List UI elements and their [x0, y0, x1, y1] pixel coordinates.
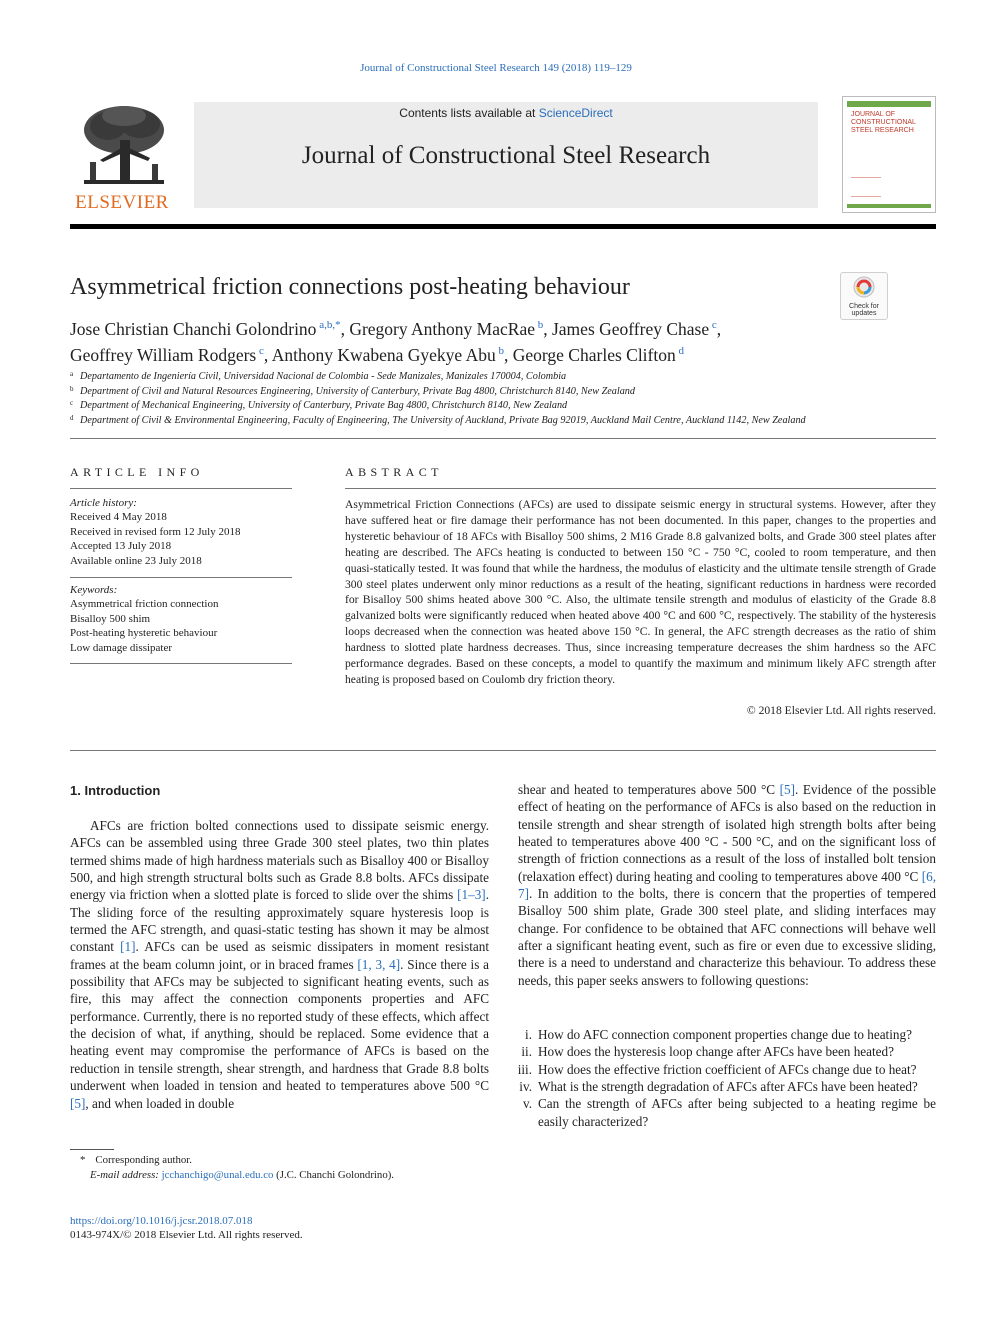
author-list — [70, 314, 830, 366]
affiliation-text: Department of Civil and Natural Resources Engineering, University of Canterbury, Private Bag 4800, Christchurch 8140, New Zealand — [80, 385, 635, 397]
author-affiliation-mark[interactable] — [496, 345, 504, 357]
question-number: iii. — [517, 1061, 532, 1077]
corresponding-text: Corresponding author. — [95, 1154, 192, 1166]
research-question — [518, 1095, 936, 1130]
issn-copyright: 0143-974X/© 2018 Elsevier Ltd. All rights reserved. — [70, 1229, 303, 1241]
author-entry — [349, 319, 552, 339]
history-item: Received in revised form 12 July 2018 — [70, 525, 241, 538]
question-number: v. — [522, 1096, 532, 1112]
citation-reference[interactable]: [5] — [779, 782, 795, 797]
affiliation-mark: d — [70, 413, 74, 422]
research-question — [518, 1078, 936, 1095]
body-text: . The sliding force of the resulting approximately square hysteresis loop is termed the AFC strength, and quasi-static testing has shown it may be almost constant — [70, 887, 489, 955]
history-item: Received 4 May 2018 — [70, 511, 167, 524]
history-label: Article history: — [70, 497, 137, 509]
body-text: , and when loaded in double — [85, 1095, 235, 1111]
keywords-block — [70, 583, 292, 655]
question-text: Can the strength of AFCs after being subjected to a heating regime be easily characterized? — [538, 1096, 936, 1129]
abstract-heading: ABSTRACT — [345, 465, 443, 479]
author-affiliation-mark[interactable] — [256, 345, 264, 357]
citation-reference[interactable]: [1–3] — [457, 887, 486, 903]
affiliation-list — [70, 370, 936, 428]
affiliation-text: Department of Mechanical Engineering, University of Canterbury, Private Bag 4800, Christchurch 8140, New Zealand — [80, 400, 568, 412]
body-text: . In addition to the bolts, there is concern that the properties of tempered Bisalloy 500 shim plate, Grade 300 steel plate, and sliding interfaces may change. For confidence to be obtained that AFC connections will behave well after a significant heating event, such as fire or even due to excessive sliding, there is a need to understand and characterize this behaviour. To address these needs, this paper seeks answers to following questions: — [518, 886, 936, 988]
author-name[interactable]: Gregory Anthony MacRae — [349, 318, 535, 339]
question-text: What is the strength degradation of AFCs after AFCs have been heated? — [538, 1079, 918, 1095]
affiliation-mark: b — [70, 384, 74, 393]
sciencedirect-link[interactable]: ScienceDirect — [538, 106, 613, 120]
question-text: How does the hysteresis loop change after AFCs have been heated? — [538, 1044, 894, 1060]
author-affiliation-mark[interactable] — [535, 319, 543, 331]
divider-affiliations — [70, 438, 936, 439]
contents-prefix: Contents lists available at — [399, 106, 539, 120]
affiliation-letters[interactable]: d — [678, 344, 684, 357]
footnote — [70, 1153, 490, 1183]
affiliation-letters[interactable]: b — [498, 344, 504, 357]
author-name[interactable]: Anthony Kwabena Gyekye Abu — [271, 344, 496, 365]
keyword-item[interactable]: Bisalloy 500 shim — [70, 612, 151, 625]
research-questions — [518, 1026, 936, 1130]
header-divider — [70, 224, 936, 229]
history-item: Available online 23 July 2018 — [70, 554, 202, 567]
divider-keywords — [70, 577, 292, 578]
body-text: . Evidence of the possible effect of heating on the performance of AFCs is also based on the reduction in tensile strength and shear strength of isolated high strength bolts after being heated to temperatures above 400 °C - 500 °C, and on the significant loss of strength of friction connections as a result of the loss of installed bolt tension (relaxation effect) during heating and cooling to temperatures above 400 °C — [518, 782, 936, 884]
author-name[interactable]: James Geoffrey Chase — [551, 318, 710, 339]
author-affiliation-mark[interactable] — [709, 319, 717, 331]
history-item: Accepted 13 July 2018 — [70, 540, 172, 553]
masthead-banner — [194, 102, 818, 208]
affiliation-text: Department of Civil & Environmental Engineering, Faculty of Engineering, The University of Auckland, Private Bag 92019, Auckland Mail Centre, Auckland 1142, New Zealand — [80, 414, 806, 426]
intro-left-column — [70, 817, 489, 1112]
affiliation-item — [70, 414, 936, 429]
contents-availability — [194, 106, 818, 120]
research-question — [518, 1026, 936, 1043]
citation-reference[interactable]: [1, 3, 4] — [357, 956, 401, 972]
section-heading-introduction: 1. Introduction — [70, 783, 161, 798]
author-entry — [70, 345, 272, 365]
affiliation-mark: c — [70, 399, 74, 408]
question-text: How does the effective friction coefficient of AFCs change due to heat? — [538, 1061, 917, 1077]
affiliation-item — [70, 370, 936, 385]
email-label: E-mail address: — [90, 1169, 159, 1181]
research-question — [518, 1061, 936, 1078]
research-question — [518, 1043, 936, 1060]
body-text: AFCs are friction bolted connections used to dissipate seismic energy. AFCs can be assembled using three Grade 300 steel plates, two thin plates termed shims made of high hardness materials such as Bisalloy 400 or Bisalloy 500, and high strength structural bolts such as Grade 8.8 bolts. AFCs dissipate energy via friction when a slotted plate is forced to slide over the shims — [70, 818, 489, 903]
keyword-item[interactable]: Post-heating hysteretic behaviour — [70, 627, 218, 640]
cover-journal-name: JOURNAL OF CONSTRUCTIONAL STEEL RESEARCH — [851, 111, 916, 134]
author-affiliation-mark[interactable] — [316, 319, 340, 331]
author-separator: , — [340, 318, 350, 339]
keywords-label: Keywords: — [70, 584, 118, 596]
crossmark-button[interactable] — [840, 272, 888, 320]
author-affiliation-mark[interactable] — [676, 345, 684, 357]
journal-citation[interactable]: Journal of Constructional Steel Research 149 (2018) 119–129 — [360, 62, 632, 74]
keyword-item[interactable]: Asymmetrical friction connection — [70, 598, 219, 611]
author-entry — [552, 319, 721, 339]
affiliation-letters[interactable]: c — [711, 319, 717, 331]
body-text: . AFCs can be used as seismic dissipaters in moment resistant frames at the beam column joint, or in braced frames — [70, 939, 489, 972]
divider-abstract — [345, 488, 936, 489]
author-name[interactable]: George Charles Clifton — [512, 344, 676, 365]
email-owner: (J.C. Chanchi Golondrino). — [276, 1169, 395, 1181]
crossmark-label: Check for updates — [849, 303, 879, 317]
keyword-item[interactable]: Low damage dissipater — [70, 641, 173, 654]
footnote-divider — [70, 1149, 114, 1150]
abstract-copyright: © 2018 Elsevier Ltd. All rights reserved. — [746, 704, 936, 717]
author-entry — [513, 345, 684, 365]
citation-reference[interactable]: [1] — [120, 939, 136, 955]
corresponding-mark[interactable]: * — [335, 319, 341, 331]
email-note — [70, 1168, 490, 1183]
question-text: How do AFC connection component properties change due to heating? — [538, 1027, 912, 1042]
corresponding-author-note — [70, 1153, 490, 1168]
question-number: iv. — [519, 1079, 532, 1095]
journal-cover-thumbnail[interactable] — [842, 96, 936, 213]
body-text: . Since there is a possibility that AFCs may be subjected to significant heating events, such as fire, this may affect the connection components properties and AFC performance. Currently, there is no reported study of these effects, which affect the decision of what, if anything, should be replaced. Some evidence that a heating event may compromise the performance of AFCs is based on the reduction in tensile strength, shear strength, and hardness that Grade 8.8 bolts underwent when loaded in tension and heated to temperatures above 500 °C — [70, 956, 489, 1094]
question-number: i. — [525, 1027, 532, 1042]
author-separator: , — [543, 318, 552, 339]
divider-body — [70, 750, 936, 751]
article-history — [70, 496, 292, 568]
cover-bottom-bar — [847, 204, 931, 208]
affiliation-text: Departamento de Ingeniería Civil, Universidad Nacional de Colombia - Sede Manizales, Manizales 170004, Colombia — [80, 371, 567, 382]
question-number: ii. — [521, 1044, 532, 1060]
affiliation-letters[interactable]: c — [259, 344, 264, 357]
article-info-heading: ARTICLE INFO — [70, 465, 204, 479]
affiliation-item — [70, 399, 936, 414]
elsevier-wordmark: ELSEVIER — [75, 192, 169, 213]
author-separator: , — [504, 344, 513, 365]
affiliation-letters[interactable]: a,b, — [319, 319, 336, 331]
divider-info — [70, 488, 292, 489]
abstract-text: Asymmetrical Friction Connections (AFCs) are used to dissipate seismic energy in structural systems. However, after they have suffered heat or fire damage their performance has not been documented. In this paper, changes to the properties and hysteretic behaviour of 18 AFCs with Bisalloy 500 shims, 2 M16 Grade 8.8 galvanized bolts, and Grade 300 steel plates after heating are described. The AFCs heating is conducted to between 150 °C - 750 °C, cooled to room temperature, and then quasi-statically tested. It was found that while the hardness, the modulus of elasticity and the ultimate tensile strength of Grade 300 steel plates underwent only minor reductions as a result of the heating, significant reductions in hardness were recorded for Bisalloy 500 shims heated above 300 °C. Also, the ultimate tensile strength and modulus of elasticity of the Grade 8.8 galvanized bolts were significantly reduced when heated above 400 °C and 600 °C, respectively. The stability of the hysteresis loops decreased when the connection was heated above 150 °C. In general, the AFC strength decreases as the ratio of shim hardness to slotted plate hardness decreases. Thus, since increasing temperature decreases the shim hardness so the AFC performance degrades. Based on these concepts, a model to quantify the maximum and minimum likely AFC strength after heating is proposed based on Coulomb dry friction theory. — [345, 498, 936, 686]
body-text: shear and heated to temperatures above 500 °C — [518, 782, 780, 797]
article-title: Asymmetrical friction connections post-heating behaviour — [70, 274, 630, 300]
affiliation-mark: a — [70, 370, 74, 378]
cover-top-bar — [847, 101, 931, 107]
crossmark-icon — [841, 273, 887, 303]
keyword-items — [70, 597, 292, 655]
citation-reference[interactable]: [6, 7] — [518, 868, 936, 902]
author-name[interactable]: Jose Christian Chanchi Golondrino — [70, 318, 317, 339]
author-entry — [70, 319, 349, 339]
journal-masthead — [70, 96, 936, 214]
author-separator: , — [263, 344, 272, 365]
author-name[interactable]: Geoffrey William Rodgers — [70, 344, 257, 365]
footnote-marker: * — [80, 1154, 86, 1166]
journal-title[interactable]: Journal of Constructional Steel Research — [301, 142, 711, 169]
email-link[interactable]: jcchanchigo@unal.edu.co — [161, 1169, 274, 1181]
citation-reference[interactable]: [5] — [70, 1095, 86, 1111]
author-entry — [272, 345, 513, 365]
affiliation-letters[interactable]: b — [537, 319, 544, 331]
doi-link[interactable]: https://doi.org/10.1016/j.jcsr.2018.07.018 — [70, 1215, 253, 1227]
intro-right-column — [518, 781, 936, 989]
affiliation-item — [70, 385, 936, 400]
divider-info-bottom — [70, 663, 292, 664]
cover-decoration — [851, 177, 881, 197]
history-items — [70, 510, 292, 568]
author-separator: , — [716, 318, 722, 339]
